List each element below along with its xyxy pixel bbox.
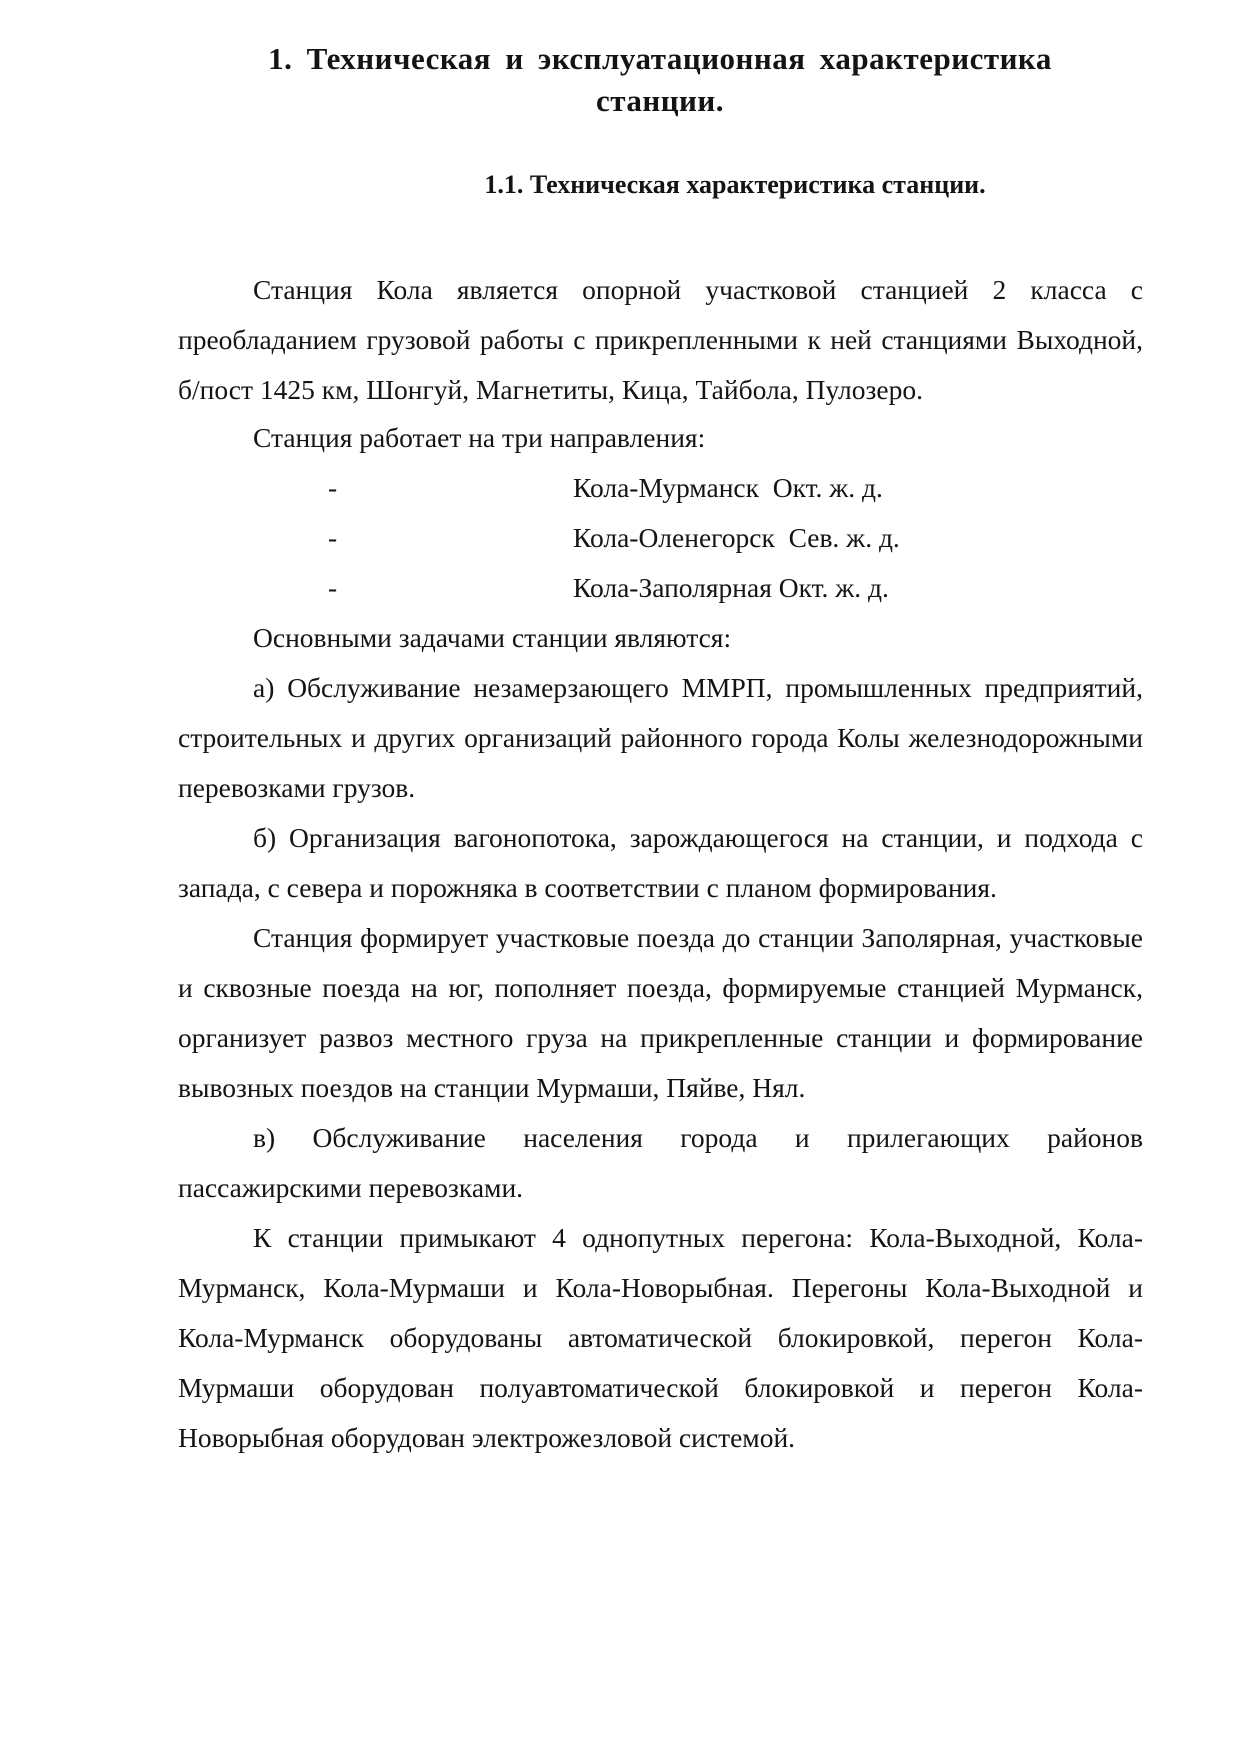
- tasks-intro: Основными задачами станции являются:: [253, 622, 732, 653]
- direction-dash: -: [328, 472, 338, 503]
- direction-text: Кола-Оленегорск Сев. ж. д.: [573, 522, 900, 553]
- direction-item: [178, 463, 1143, 513]
- document-title: 1. Техническая и эксплуатационная характеристика станции.: [268, 41, 1052, 118]
- direction-text: Кола-Мурманск Окт. ж. д.: [573, 472, 883, 503]
- direction-text: Кола-Заполярная Окт. ж. д.: [573, 572, 889, 603]
- direction-dash: -: [328, 522, 338, 553]
- section-subtitle: 1.1. Техническая характеристика станции.: [484, 170, 986, 199]
- adjacent-paragraph: К станции примыкают 4 однопутных перегона: Кола-Выходной, Кола-Мурманск, Кола-Мурмаши и Кола-Новорыбная. Перегоны Кола-Выходной и Кола-Мурманск оборудованы автоматической блокировкой, перегон Кола-Мурмаши оборудован полуавтоматической блокировкой и перегон Кола-Новорыбная оборудован электрожезловой системой.: [178, 1222, 1143, 1453]
- intro-paragraph: Станция Кола является опорной участковой станцией 2 класса с преобладанием грузовой работы с прикрепленными к ней станциями Выходной, б/пост 1425 км, Шонгуй, Магнетиты, Кица, Тайбола, Пулозеро.: [178, 274, 1143, 405]
- task-a-paragraph: а) Обслуживание незамерзающего ММРП, промышленных предприятий, строительных и других организаций районного города Колы железнодорожными перевозками грузов.: [178, 672, 1143, 803]
- task-b-paragraph: б) Организация вагонопотока, зарождающегося на станции, и подхода с запада, с севера и порожняка в соответствии с планом формирования.: [178, 822, 1143, 903]
- task-v-paragraph: в) Обслуживание населения города и прилегающих районов пассажирскими перевозками.: [178, 1122, 1143, 1203]
- direction-item: [178, 563, 1143, 613]
- directions-intro: Станция работает на три направления:: [253, 422, 706, 453]
- direction-dash: -: [328, 572, 338, 603]
- document-body: [178, 265, 1143, 1463]
- formation-paragraph: Станция формирует участковые поезда до станции Заполярная, участковые и сквозные поезда на юг, пополняет поезда, формируемые станцией Мурманск, организует развоз местного груза на прикрепленные станции и формирование вывозных поездов на станции Мурмаши, Пяйве, Нял.: [178, 922, 1143, 1103]
- direction-item: [178, 513, 1143, 563]
- directions-list: [178, 463, 1143, 613]
